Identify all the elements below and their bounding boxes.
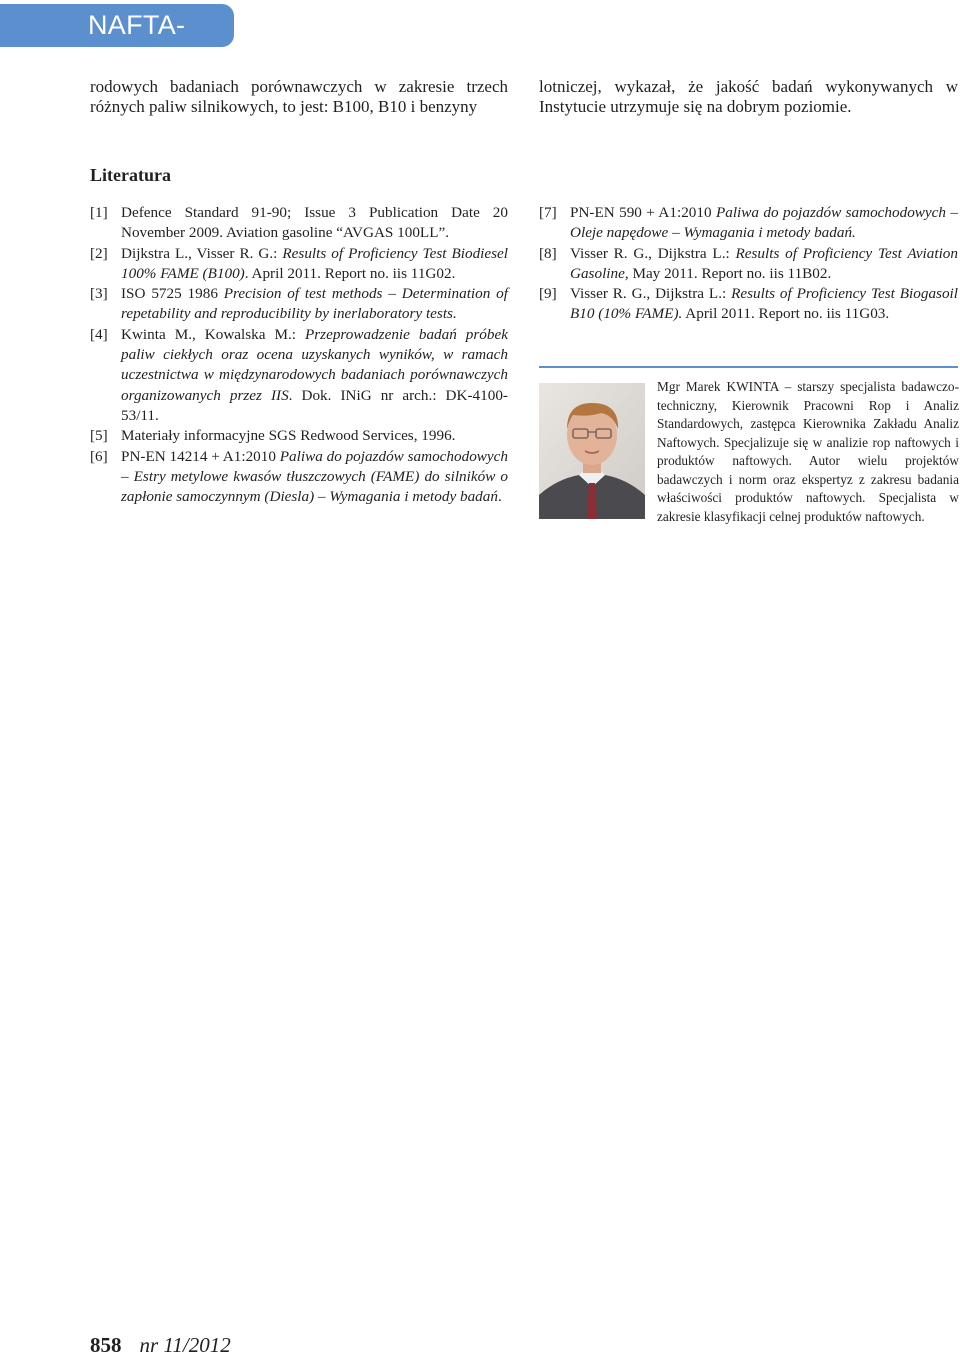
journal-header-tab [0,4,234,83]
reference-item: [1] Defence Standard 91-90; Issue 3 Publication Date 20 November 2009. Aviation gasoline “AVGAS 100LL”. [90,204,508,242]
author-portrait-image [539,383,645,519]
author-bio [657,378,959,526]
reference-item: [3] ISO 5725 1986 Precision of test methods – Determination of repetability and reproducibility by inerlaboratory tests. [90,285,508,323]
page-footer [90,1333,231,1358]
references-left-column [90,203,508,507]
intro-right-text: lotniczej, wykazał, że jakość badań wykonywanych w Instytucie utrzymuje się na dobrym poziomie. [539,77,958,117]
intro-left-text: rodowych badaniach porównawczych w zakresie trzech różnych paliw silnikowych, to jest: B100, B10 i benzyny [90,77,508,117]
reference-item: [9] Visser R. G., Dijkstra L.: Results of Proficiency Test Biogasoil B10 (10% FAME). April 2011. Report no. iis 11G03. [539,285,958,323]
reference-item: [2] Dijkstra L., Visser R. G.: Results of Proficiency Test Biodiesel 100% FAME (B100). April 2011. Report no. iis 11G02. [90,244,508,282]
intro-left-column [90,77,508,118]
reference-item: [8] Visser R. G., Dijkstra L.: Results of Proficiency Test Aviation Gasoline, May 2011. Report no. iis 11B02. [539,244,958,282]
literature-heading: Literatura [90,165,171,185]
page-number: 858 [90,1333,122,1357]
author-bio-text: Mgr Marek KWINTA – starszy specjalista badawczo-techniczny, Kierownik Pracowni Rop i Analiz Standardowych, zastępca Kierownika Zakładu Analiz Naftowych. Specjalizuje się w analizie rop naftowych i produktów naftowych. Autor wielu projektów badawczych i norm oraz ekspertyz z zakresu badania właściwości produktów naftowych. Specjalista w zakresie klasyfikacji celnej produktów naftowych. [657,379,959,524]
reference-item: [5] Materiały informacyjne SGS Redwood Services, 1996. [90,427,456,445]
author-separator-line [539,366,958,368]
author-photo [539,383,645,519]
intro-right-column [539,77,958,118]
reference-item: [4] Kwinta M., Kowalska M.: Przeprowadzenie badań próbek paliw ciekłych oraz ocena uzyskanych wyników, w ramach uczestnictwa w międzynarodowych badaniach porównawczych organizowanych przez IIS. Dok. INiG nr arch.: DK-4100-53/11. [90,325,508,424]
reference-item: [7] PN-EN 590 + A1:2010 Paliwa do pojazdów samochodowych – Oleje napędowe – Wymagania i metody badań. [539,204,958,242]
issue-number: nr 11/2012 [139,1333,231,1357]
references-right-column [539,203,958,325]
reference-item: [6] PN-EN 14214 + A1:2010 Paliwa do pojazdów samochodowych – Estry metylowe kwasów tłuszczowych (FAME) do silników o zapłonie samoczynnym (Diesla) – Wymagania i metody badań. [90,447,508,506]
journal-title: NAFTA-GAZ [88,10,186,83]
